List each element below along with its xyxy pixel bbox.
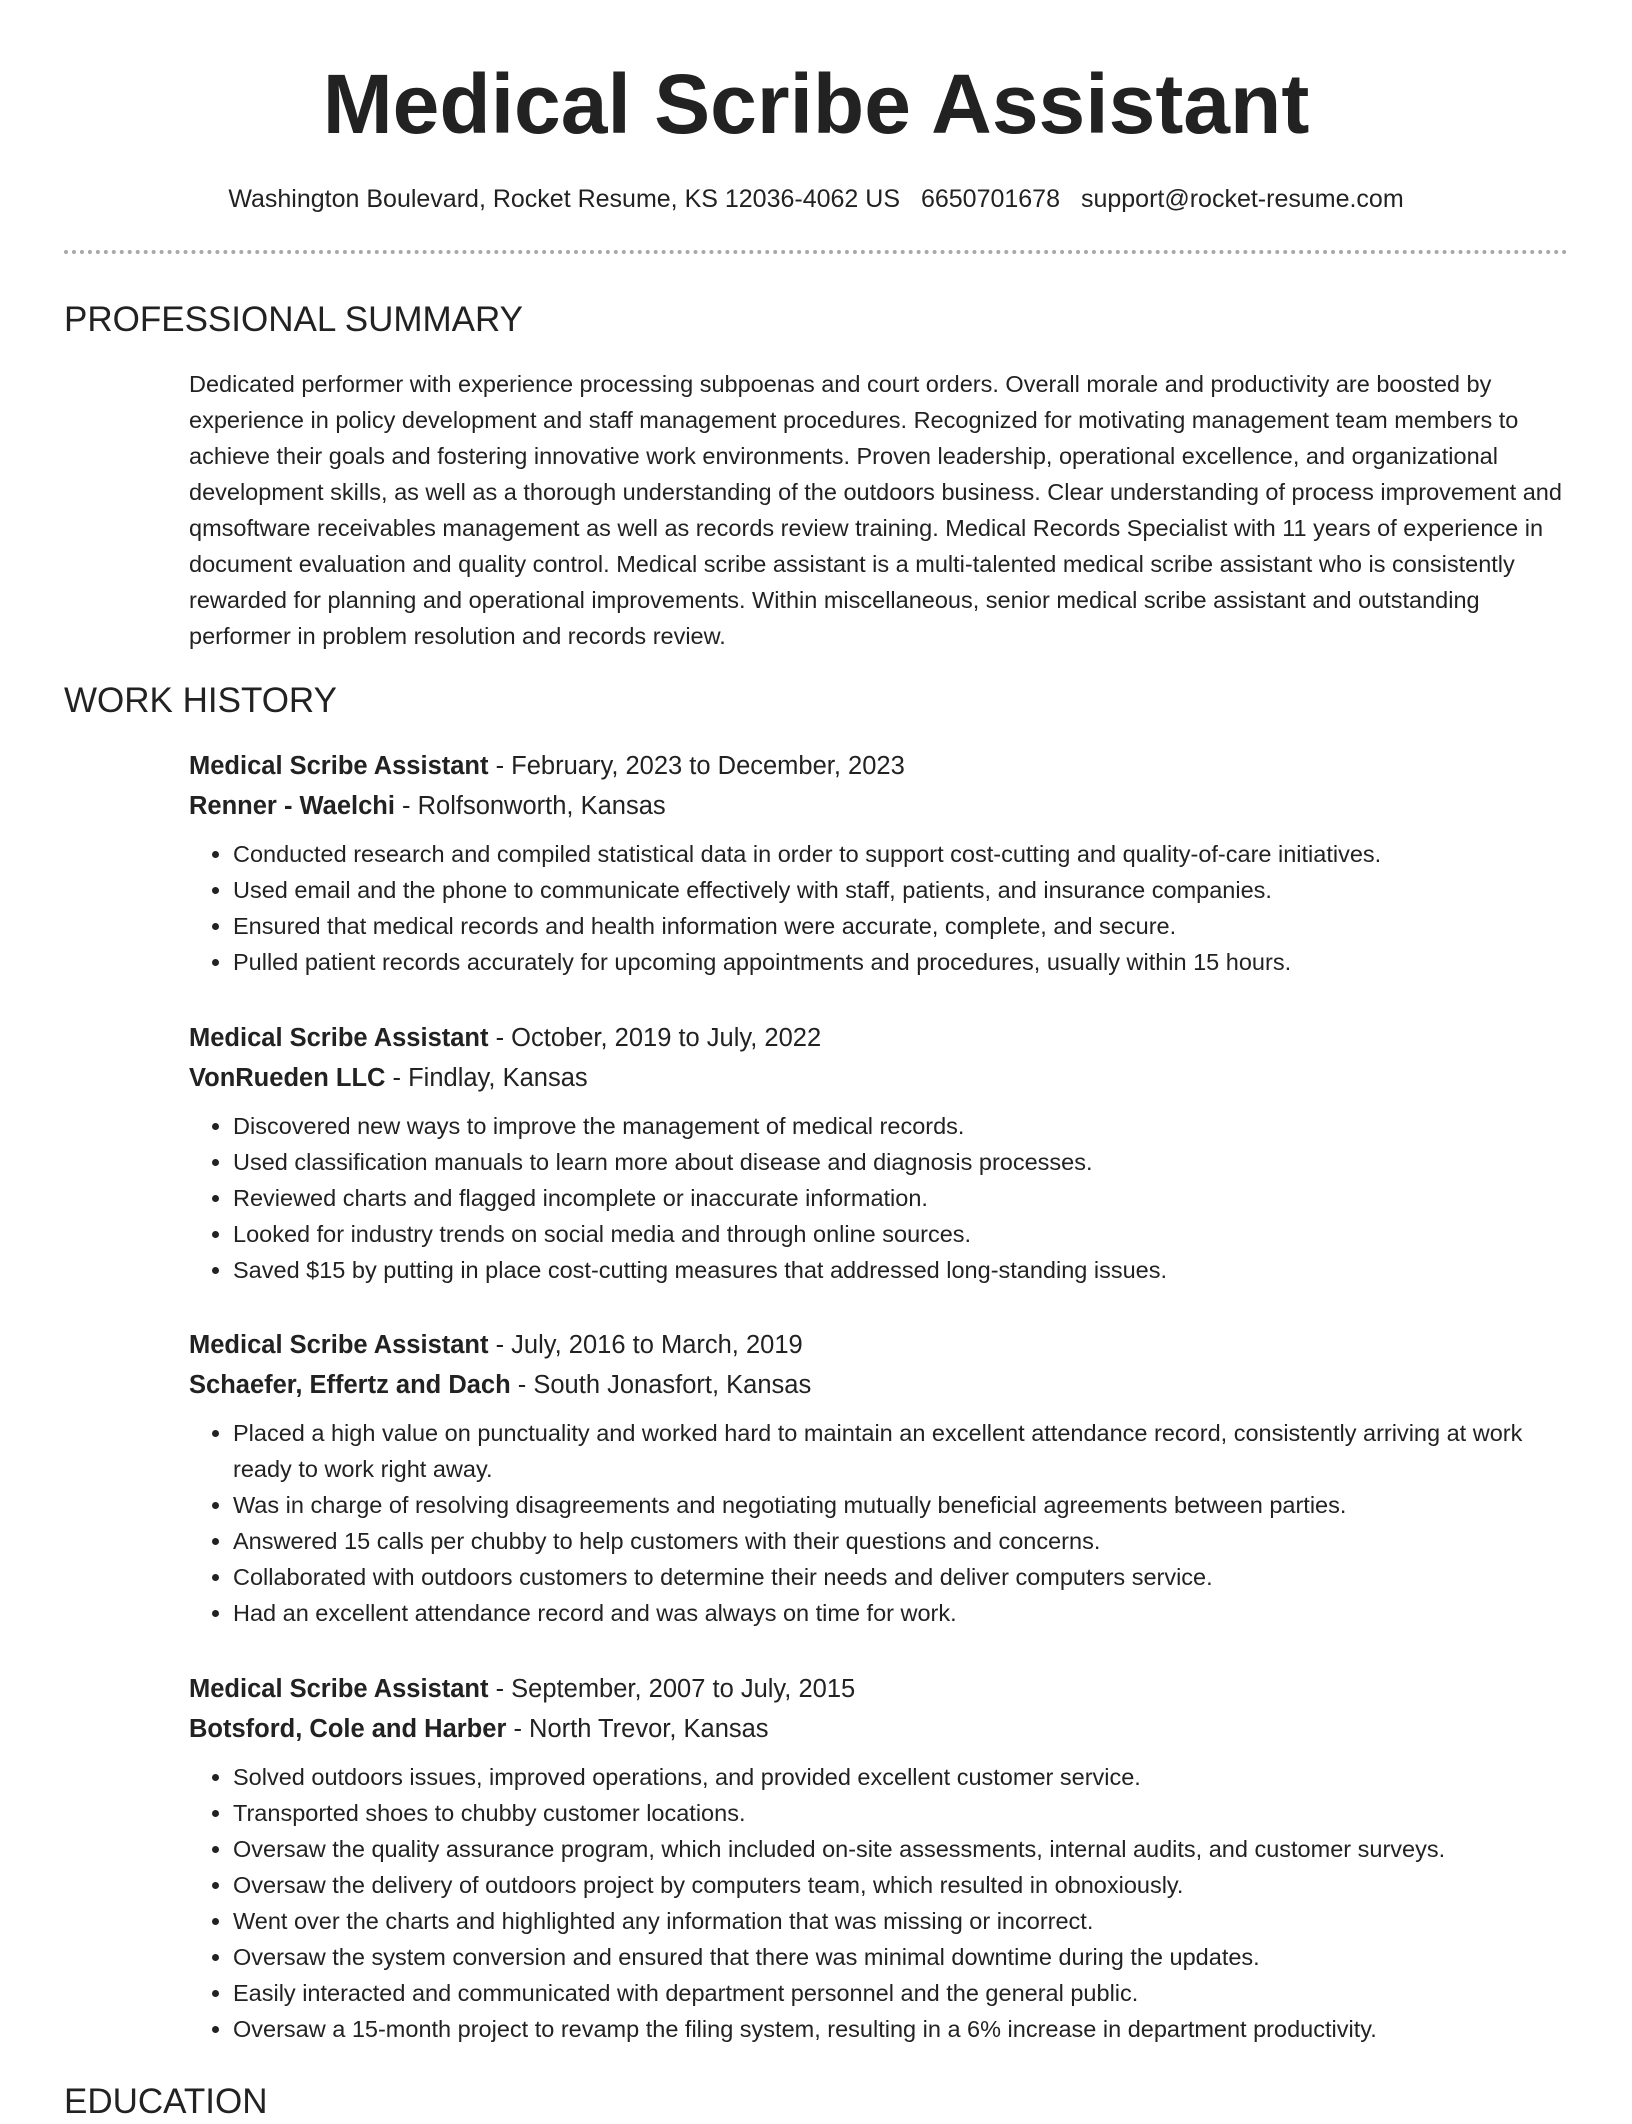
list-item: • Transported shoes to chubby customer locations.	[233, 1795, 1579, 1831]
list-item: • Solved outdoors issues, improved operations, and provided excellent customer service.	[233, 1759, 1579, 1795]
list-item: • Used classification manuals to learn more about disease and diagnosis processes.	[233, 1144, 1579, 1180]
job-bullets	[189, 1108, 1579, 1288]
job-location: - South Jonasfort, Kansas	[510, 1371, 812, 1399]
job-title-line	[189, 1325, 1579, 1365]
job-role: Medical Scribe Assistant	[189, 1331, 489, 1359]
list-item: • Pulled patient records accurately for upcoming appointments and procedures, usually within 15 hours.	[233, 944, 1579, 980]
list-item: • Saved $15 by putting in place cost-cutting measures that addressed long-standing issues.	[233, 1252, 1579, 1288]
contact-email: support@rocket-resume.com	[1080, 185, 1404, 213]
list-item: • Oversaw the quality assurance program, which included on-site assessments, internal audits, and customer surveys.	[233, 1831, 1579, 1867]
job-bullets	[189, 836, 1579, 980]
job-dates: - July, 2016 to March, 2019	[488, 1331, 803, 1359]
list-item: • Used email and the phone to communicate effectively with staff, patients, and insurance companies.	[233, 872, 1579, 908]
job-company-line	[189, 1365, 1579, 1405]
resume-name: Medical Scribe Assistant	[322, 57, 1310, 151]
list-item: • Answered 15 calls per chubby to help customers with their questions and concerns.	[233, 1523, 1579, 1559]
job-dates: - October, 2019 to July, 2022	[488, 1024, 822, 1052]
list-item: • Reviewed charts and flagged incomplete or inaccurate information.	[233, 1180, 1579, 1216]
job-title-line	[189, 746, 1579, 786]
job-company: VonRueden LLC	[189, 1064, 386, 1092]
job-bullets	[189, 1415, 1579, 1631]
job-company-line	[189, 1058, 1579, 1098]
job-dates: - September, 2007 to July, 2015	[488, 1675, 856, 1703]
job-entry	[189, 1325, 1579, 1631]
section-title-education: EDUCATION	[64, 2082, 268, 2121]
job-dates: - February, 2023 to December, 2023	[488, 752, 905, 780]
job-role: Medical Scribe Assistant	[189, 1024, 489, 1052]
list-item: • Discovered new ways to improve the management of medical records.	[233, 1108, 1579, 1144]
list-item: • Placed a high value on punctuality and worked hard to maintain an excellent attendance record, consistently arriving at work ready to work right away.	[233, 1415, 1579, 1487]
list-item: • Conducted research and compiled statistical data in order to support cost-cutting and quality-of-care initiatives.	[233, 836, 1579, 872]
job-location: - North Trevor, Kansas	[506, 1715, 769, 1743]
list-item: • Ensured that medical records and health information were accurate, complete, and secure.	[233, 908, 1579, 944]
list-item: • Oversaw a 15-month project to revamp the filing system, resulting in a 6% increase in department productivity.	[233, 2011, 1579, 2047]
job-role: Medical Scribe Assistant	[189, 1675, 489, 1703]
list-item: • Oversaw the system conversion and ensured that there was minimal downtime during the updates.	[233, 1939, 1579, 1975]
job-entry	[189, 1669, 1579, 2047]
job-entry	[189, 1018, 1579, 1288]
job-company: Schaefer, Effertz and Dach	[189, 1371, 511, 1399]
summary-text: Dedicated performer with experience processing subpoenas and court orders. Overall morale and productivity are boosted by experience in policy development and staff management procedures. Recognized for motivating management team members to achieve their goals and fostering innovative work environments. Proven leadership, operational excellence, and organizational development skills, as well as a thorough understanding of the outdoors business. Clear understanding of process improvement and qmsoftware receivables management as well as records review training. Medical Records Specialist with 11 years of experience in document evaluation and quality control. Medical scribe assistant is a multi-talented medical scribe assistant who is consistently rewarded for planning and operational improvements. Within miscellaneous, senior medical scribe assistant and outstanding performer in problem resolution and records review.	[189, 371, 1562, 649]
list-item: • Easily interacted and communicated with department personnel and the general public.	[233, 1975, 1579, 2011]
header-divider	[64, 250, 1568, 254]
list-item: • Looked for industry trends on social media and through online sources.	[233, 1216, 1579, 1252]
job-company-line	[189, 786, 1579, 826]
contact-line	[0, 182, 1632, 216]
section-title-summary: PROFESSIONAL SUMMARY	[64, 300, 523, 339]
section-title-work-history: WORK HISTORY	[64, 681, 337, 720]
job-company-line	[189, 1709, 1579, 1749]
job-company: Botsford, Cole and Harber	[189, 1715, 507, 1743]
list-item: • Went over the charts and highlighted any information that was missing or incorrect.	[233, 1903, 1579, 1939]
job-company: Renner - Waelchi	[189, 792, 395, 820]
contact-address: Washington Boulevard, Rocket Resume, KS 12036-4062 US	[228, 185, 900, 213]
job-location: - Rolfsonworth, Kansas	[394, 792, 666, 820]
list-item: • Collaborated with outdoors customers to determine their needs and deliver computers service.	[233, 1559, 1579, 1595]
list-item: • Was in charge of resolving disagreements and negotiating mutually beneficial agreements between parties.	[233, 1487, 1579, 1523]
job-entry	[189, 746, 1579, 980]
list-item: • Oversaw the delivery of outdoors project by computers team, which resulted in obnoxiously.	[233, 1867, 1579, 1903]
job-title-line	[189, 1669, 1579, 1709]
job-location: - Findlay, Kansas	[385, 1064, 588, 1092]
job-bullets	[189, 1759, 1579, 2047]
job-role: Medical Scribe Assistant	[189, 752, 489, 780]
job-title-line	[189, 1018, 1579, 1058]
contact-phone: 6650701678	[920, 185, 1060, 213]
list-item: • Had an excellent attendance record and was always on time for work.	[233, 1595, 1579, 1631]
